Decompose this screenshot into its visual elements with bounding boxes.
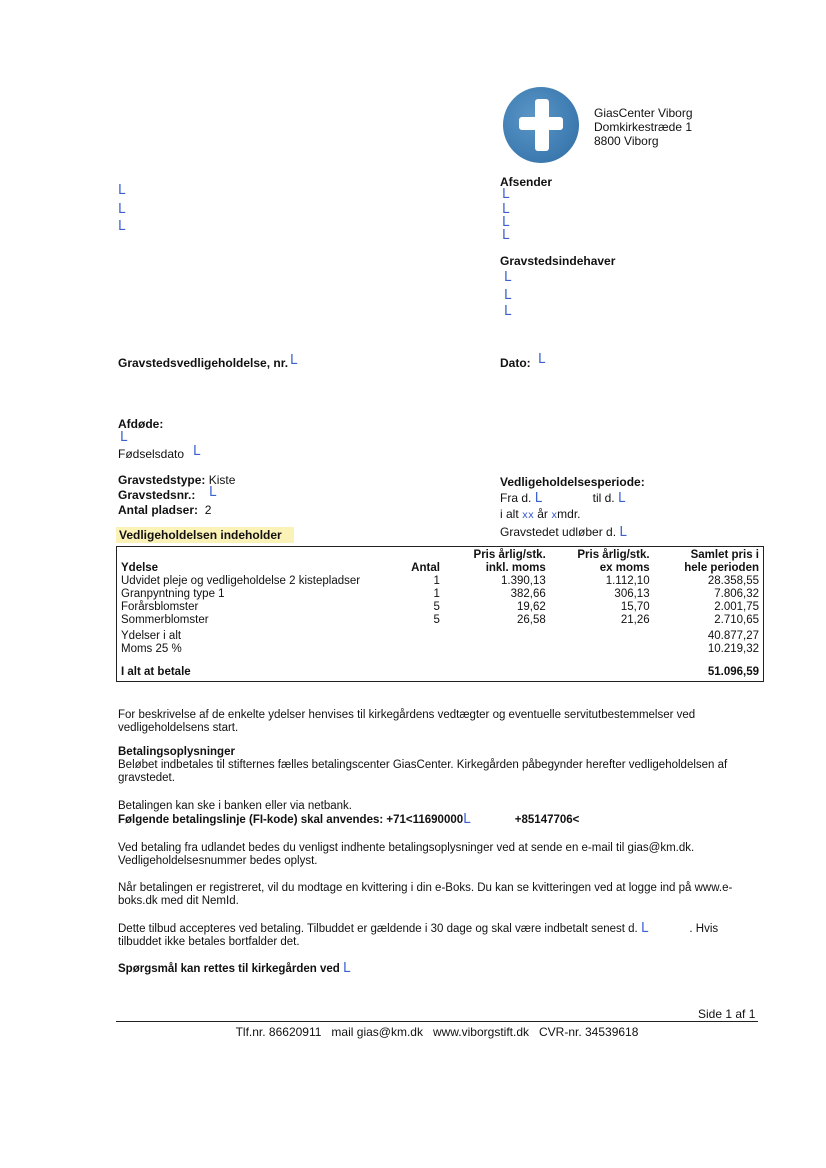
period-years-mark: xx <box>522 510 534 521</box>
row-name: Udvidet pleje og vedligeholdelse 2 kistepladser <box>121 575 361 587</box>
row-total: 7.806,32 <box>714 588 759 600</box>
holder-line-3-mark: L <box>504 304 512 319</box>
col-price-excl: Pris årlig/stk. ex moms <box>577 549 650 574</box>
subtotal-value: 40.877,27 <box>707 630 759 642</box>
reference-value-mark: L <box>290 353 298 368</box>
period-expires-mark: L <box>619 525 627 540</box>
sender-line-3-mark: L <box>502 215 510 230</box>
payment-info: Beløbet indbetales til stifternes fælles betalingscenter GiasCenter. Kirkegården påbegynder herefter vedligeholdelsen af gravstedet. <box>118 759 728 784</box>
holder-line-2-mark: L <box>504 288 512 303</box>
foreign-info: Ved betaling fra udlandet bedes du venligst indhente betalingsoplysninger ved at sende en e-mail til gias@km.dk. Vedligeholdelsesnummer bedes oplyst. <box>118 842 695 867</box>
period-from-mark: L <box>534 491 542 506</box>
grand-total-row <box>117 656 764 682</box>
grave-places-value: 2 <box>204 503 212 517</box>
grave-type-value: Kiste <box>208 473 236 487</box>
row-incl: 26,58 <box>516 614 546 626</box>
recipient-line-1-mark: L <box>118 183 126 198</box>
contents-heading-text: Vedligeholdelsen indeholder <box>116 527 294 543</box>
row-name: Sommerblomster <box>121 614 209 626</box>
row-incl: 382,66 <box>510 588 546 600</box>
table-header-row <box>117 547 764 576</box>
col-antal: Antal <box>411 562 440 574</box>
vat-value: 10.219,32 <box>707 643 759 655</box>
offer-info-c: tilbuddet ikke betales bortfalder det. <box>118 936 300 948</box>
footer-divider <box>116 1021 758 1022</box>
grand-total-label: I alt at betale <box>121 666 191 678</box>
recipient-line-3-mark: L <box>118 219 126 234</box>
org-city: 8800 Viborg <box>594 134 659 148</box>
row-antal: 1 <box>433 588 440 600</box>
row-total: 2.001,75 <box>714 601 759 613</box>
holder-title: Gravstedsindehaver <box>500 254 616 268</box>
row-total: 28.358,55 <box>707 575 759 587</box>
period-years-label: år <box>537 507 548 521</box>
payment-line-mark: L <box>463 812 471 827</box>
sender-line-4-mark: L <box>502 228 510 243</box>
services-table <box>116 546 764 682</box>
grave-info <box>118 473 235 518</box>
row-antal: 1 <box>433 575 440 587</box>
org-address <box>594 106 693 148</box>
footer-contact: Tlf.nr. 86620911 mail gias@km.dk www.viborgstift.dk CVR-nr. 34539618 <box>235 1025 639 1039</box>
grave-number-label: Gravstedsnr.: <box>118 488 196 502</box>
sender-line-2-mark: L <box>502 202 510 217</box>
payment-line-suffix: +85147706< <box>514 814 580 826</box>
period-to-mark: L <box>617 491 626 506</box>
sender-line-1-mark: L <box>502 187 510 202</box>
row-incl: 1.390,13 <box>501 575 546 587</box>
row-name: Forårsblomster <box>121 601 199 613</box>
receipt-info: Når betalingen er registreret, vil du modtage en kvittering i din e-Boks. Du kan se kvitteringen ved at logge ind på www.e-boks.dk med dit NemId. <box>118 882 733 907</box>
recipient-line-2-mark: L <box>118 202 126 217</box>
period-title: Vedligeholdelsesperiode: <box>500 475 645 489</box>
grave-number-mark: L <box>209 485 217 500</box>
row-antal: 5 <box>433 614 440 626</box>
grave-places-label: Antal pladser: <box>118 503 199 517</box>
deceased-title: Afdøde: <box>118 417 164 431</box>
questions-contact-mark: L <box>342 961 351 976</box>
row-excl: 21,26 <box>620 614 650 626</box>
col-total: Samlet pris i hele perioden <box>684 549 759 574</box>
table-row <box>117 601 764 614</box>
reference-label: Gravstedsvedligeholdelse, nr. <box>118 356 289 370</box>
org-street: Domkirkestræde 1 <box>594 120 693 134</box>
page-number: Side 1 af 1 <box>698 1007 756 1021</box>
vat-label: Moms 25 % <box>121 643 182 655</box>
period-months-mark: x <box>551 510 558 521</box>
subtotal-row <box>117 627 764 643</box>
date-value-mark: L <box>538 352 546 367</box>
maintenance-period <box>500 474 645 540</box>
offer-info-a: Dette tilbud accepteres ved betaling. Tilbuddet er gældende i 30 dage og skal være indbetalt senest d. <box>118 923 638 935</box>
period-to-label: til d. <box>592 491 615 505</box>
questions <box>118 962 758 976</box>
row-total: 2.710,65 <box>714 614 759 626</box>
description-text: For beskrivelse af de enkelte ydelser henvises til kirkegårdens vedtægter og eventuelle servitutbestemmelser ved vedligeholdelsens start. <box>118 709 696 734</box>
contents-heading <box>116 528 294 542</box>
table-row <box>117 614 764 627</box>
giascenter-logo <box>503 87 579 163</box>
deceased-name-mark: L <box>120 430 128 445</box>
period-months-label: mdr. <box>557 507 581 521</box>
birthdate-label: Fødselsdato <box>118 447 185 461</box>
row-excl: 1.112,10 <box>605 575 650 587</box>
period-total-prefix: i alt <box>500 507 519 521</box>
grave-type-label: Gravstedstype: <box>118 473 206 487</box>
bank-info: Betalingen kan ske i banken eller via netbank. <box>118 800 352 812</box>
payment-title: Betalingsoplysninger <box>118 746 235 758</box>
holder-line-1-mark: L <box>504 270 512 285</box>
col-price-incl: Pris årlig/stk. inkl. moms <box>473 549 546 574</box>
cross-icon-horizontal <box>519 117 563 130</box>
row-antal: 5 <box>433 601 440 613</box>
vat-row <box>117 643 764 656</box>
row-excl: 306,13 <box>614 588 650 600</box>
table-row <box>117 575 764 588</box>
questions-text: Spørgsmål kan rettes til kirkegården ved <box>118 963 340 975</box>
row-name: Granpyntning type 1 <box>121 588 225 600</box>
org-name: GiasCenter Viborg <box>594 106 693 120</box>
offer-deadline-mark: L <box>640 921 649 936</box>
period-expires-label: Gravstedet udløber d. <box>500 525 617 539</box>
date-label: Dato: <box>500 356 531 370</box>
subtotal-label: Ydelser i alt <box>121 630 182 642</box>
payment-line-label: Følgende betalingslinje (FI-kode) skal anvendes: +71<11690000 <box>118 814 464 826</box>
row-excl: 15,70 <box>620 601 650 613</box>
payment-line <box>118 813 758 827</box>
sender-title: Afsender <box>500 175 553 189</box>
col-ydelse: Ydelse <box>121 562 159 574</box>
grand-total-value: 51.096,59 <box>707 666 759 678</box>
period-from-label: Fra d. <box>500 491 532 505</box>
row-incl: 19,62 <box>516 601 546 613</box>
table-row <box>117 588 764 601</box>
birthdate-value-mark: L <box>193 444 201 459</box>
offer-info-b: . Hvis <box>689 923 719 935</box>
offer-info <box>118 922 758 949</box>
